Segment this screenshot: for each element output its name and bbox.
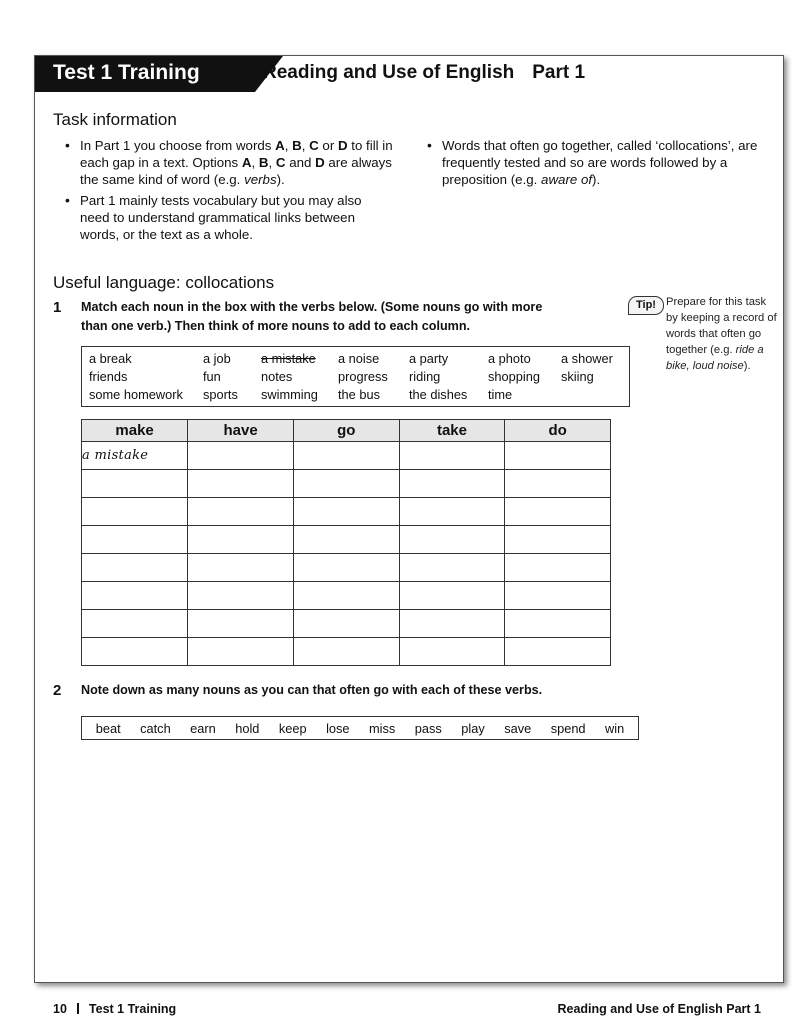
table-cell[interactable]	[188, 526, 294, 554]
column-header-go: go	[294, 420, 400, 442]
table-cell[interactable]	[82, 582, 188, 610]
task-info-col1	[53, 137, 393, 247]
footer-left-title: Test 1 Training	[88, 1002, 177, 1016]
column-header-have: have	[188, 420, 294, 442]
task-bullet-3: • Words that often go together, called ‘collocations’, are frequently tested and so are words followed by a preposition (e.g. aware of).	[415, 137, 765, 188]
table-cell[interactable]	[294, 638, 400, 666]
noun-sports: sports	[203, 387, 238, 402]
table-cell[interactable]	[505, 442, 611, 470]
noun-shopping: shopping	[488, 369, 540, 384]
noun-notes: notes	[261, 369, 293, 384]
table-cell[interactable]	[294, 470, 400, 498]
table-cell[interactable]	[188, 470, 294, 498]
exercise-1-number: 1	[53, 299, 62, 316]
table-row	[82, 470, 611, 498]
exercise-1-instructions	[81, 298, 601, 336]
table-cell[interactable]	[505, 610, 611, 638]
table-cell[interactable]	[505, 638, 611, 666]
table-row	[82, 498, 611, 526]
table-cell[interactable]	[188, 554, 294, 582]
table-cell[interactable]	[294, 582, 400, 610]
noun-some-homework: some homework	[89, 387, 183, 402]
verb-lose: lose	[326, 720, 350, 736]
noun-swimming: swimming	[261, 387, 318, 402]
verb-save: save	[504, 720, 532, 736]
noun-riding: riding	[409, 369, 441, 384]
table-cell[interactable]	[294, 554, 400, 582]
table-cell[interactable]	[505, 582, 611, 610]
useful-language-heading: Useful language: collocations	[53, 273, 275, 292]
noun-friends: friends	[89, 369, 128, 384]
verb-hold: hold	[235, 720, 260, 736]
collocation-table	[81, 419, 611, 666]
table-cell[interactable]	[399, 582, 505, 610]
noun-a-job: a job	[203, 351, 231, 366]
page-number: 10	[53, 1002, 67, 1016]
noun-time: time	[488, 387, 513, 402]
footer-left	[53, 1002, 176, 1016]
verb-win: win	[605, 720, 625, 736]
table-cell[interactable]	[188, 498, 294, 526]
table-header-row	[82, 420, 611, 442]
column-header-do: do	[505, 420, 611, 442]
table-cell[interactable]	[399, 526, 505, 554]
verb-beat: beat	[95, 720, 121, 736]
verb-miss: miss	[369, 720, 396, 736]
task-bullet-1: • In Part 1 you choose from words A, B, C or D to fill in each gap in a text. Options A, B, C and D are always the same kind of word (e.g. verbs).	[53, 137, 393, 188]
exercise-1-line-2: than one verb.) Then think of more nouns to add to each column.	[81, 319, 471, 333]
noun-a-photo: a photo	[488, 351, 531, 366]
verb-box	[81, 716, 639, 740]
exercise-2-number: 2	[53, 682, 62, 699]
header-subtitle	[263, 62, 585, 84]
table-cell[interactable]	[188, 610, 294, 638]
table-row	[82, 610, 611, 638]
table-row	[82, 638, 611, 666]
tip-badge: Tip!	[628, 296, 664, 315]
column-header-make: make	[82, 420, 188, 442]
table-row	[82, 554, 611, 582]
exercise-2-instructions: Note down as many nouns as you can that often go with each of these verbs.	[81, 683, 543, 697]
table-cell[interactable]	[188, 442, 294, 470]
noun-fun: fun	[203, 369, 221, 384]
table-cell[interactable]	[505, 470, 611, 498]
table-cell[interactable]	[505, 498, 611, 526]
header-part: Part 1	[532, 62, 586, 83]
table-cell[interactable]	[188, 582, 294, 610]
task-info-heading: Task information	[53, 110, 177, 129]
noun-progress: progress	[338, 369, 388, 384]
table-cell[interactable]	[294, 610, 400, 638]
table-cell[interactable]	[294, 442, 400, 470]
noun-box	[81, 346, 630, 407]
table-cell[interactable]	[399, 498, 505, 526]
column-header-take: take	[399, 420, 505, 442]
verb-earn: earn	[190, 720, 216, 736]
table-row	[82, 582, 611, 610]
task-bullet-2: • Part 1 mainly tests vocabulary but you may also need to understand grammatical links between words, or the text as a whole.	[53, 192, 393, 243]
verb-keep: keep	[278, 720, 307, 736]
footer-separator	[77, 1003, 79, 1014]
noun-the-dishes: the dishes	[409, 387, 468, 402]
table-cell[interactable]	[82, 554, 188, 582]
verb-play: play	[461, 720, 485, 736]
tip-text: Prepare for this task by keeping a record of words that often go together (e.g. ride a bike, loud noise).	[666, 296, 777, 372]
page-sheet	[34, 55, 784, 983]
noun-a-party: a party	[409, 351, 449, 366]
task-info-col2	[415, 137, 765, 192]
table-cell[interactable]	[399, 554, 505, 582]
noun-a-break: a break	[89, 351, 132, 366]
exercise-1-line-1: Match each noun in the box with the verbs below. (Some nouns go with more	[81, 300, 543, 314]
table-cell[interactable]	[505, 554, 611, 582]
table-cell[interactable]	[505, 526, 611, 554]
table-cell[interactable]	[82, 470, 188, 498]
table-cell[interactable]	[399, 470, 505, 498]
header-subtitle-text: Reading and Use of English	[263, 62, 515, 83]
table-row	[82, 442, 611, 470]
noun-skiing: skiing	[561, 369, 594, 384]
noun-a-shower: a shower	[561, 351, 613, 366]
table-cell[interactable]	[82, 498, 188, 526]
footer-right: Reading and Use of English Part 1	[557, 1002, 761, 1016]
table-cell[interactable]	[399, 610, 505, 638]
header-title: Test 1 Training	[53, 61, 200, 84]
table-cell[interactable]	[294, 526, 400, 554]
noun-a-noise: a noise	[338, 351, 380, 366]
verb-pass: pass	[414, 720, 442, 736]
verb-spend: spend	[550, 720, 586, 736]
table-cell[interactable]	[82, 610, 188, 638]
table-cell[interactable]	[399, 638, 505, 666]
table-cell[interactable]	[188, 638, 294, 666]
table-cell[interactable]	[294, 498, 400, 526]
table-cell[interactable]	[82, 526, 188, 554]
table-row	[82, 526, 611, 554]
table-cell[interactable]	[82, 638, 188, 666]
table-cell[interactable]	[399, 442, 505, 470]
noun-a-mistake-crossed: a mistake	[261, 351, 316, 366]
table-cell-example[interactable]: a mistake	[82, 442, 188, 470]
verb-catch: catch	[140, 720, 171, 736]
noun-the-bus: the bus	[338, 387, 380, 402]
